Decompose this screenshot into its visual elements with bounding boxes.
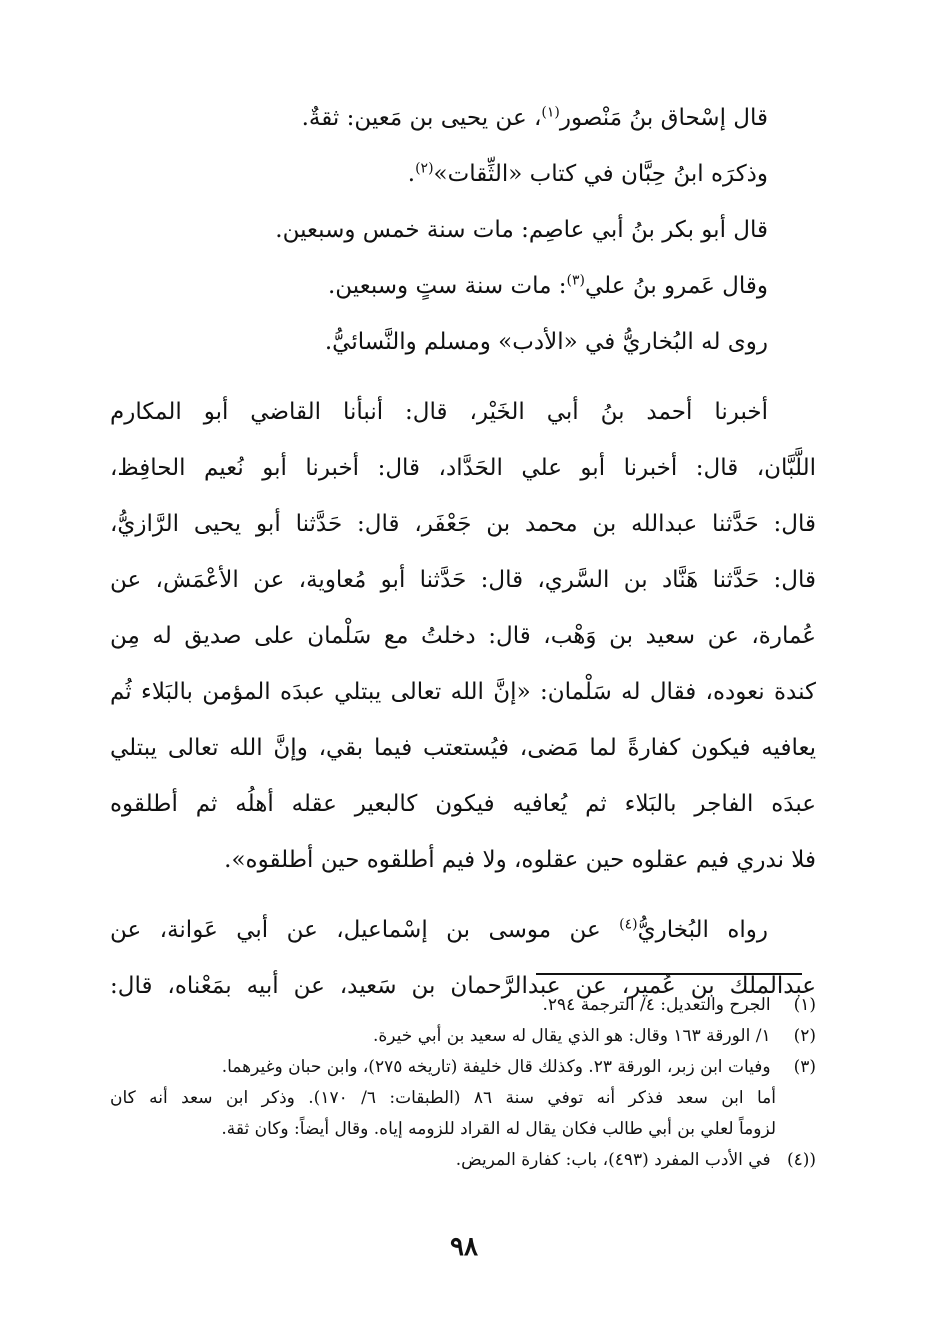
text-line: روى له البُخاريُّ في «الأدب» ومسلم والنَّسائيُّ. bbox=[324, 329, 768, 355]
footnote-3 bbox=[110, 1052, 816, 1083]
text-line: يعافيه فيكون كفارةً لما مَضى، فيُستعتب فيما بقي، وإنَّ الله تعالى يبتلي bbox=[110, 735, 816, 761]
text-line: عبدالملك بن عُمير، عن عبدالرَّحمان بن سَعيد، عن أبيه بمَعْناه، قال: bbox=[110, 973, 816, 999]
text-line: عبدَه الفاجر بالبَلاء ثم يُعافيه فيكون كالبعير عقله أهلُه ثم أطلقوه bbox=[110, 791, 816, 817]
footnote-3-continued: أما ابن سعد فذكر أنه توفي سنة ٨٦ (الطبقات: ٦/ ١٧٠). وذكر ابن سعد أنه كان bbox=[110, 1088, 776, 1108]
footnote-3-continued: لزوماً لعلي بن أبي طالب فكان يقال له القراد للزومه إياه. وقال أيضاً: وكان ثقة. bbox=[221, 1119, 776, 1139]
text-line: فلا ندري فيم عقلوه حين عقلوه، ولا فيم أطلقوه حين أطلقوه». bbox=[224, 847, 816, 873]
footnote-text: وفيات ابن زبر، الورقة ٢٣. وكذلك قال خليفة (تاريخه ٢٧٥)، وابن حبان وغيرهما. bbox=[221, 1057, 771, 1077]
footnote-marker: (٢) bbox=[415, 160, 434, 177]
footnote-number: ((٤) bbox=[786, 1150, 816, 1170]
footnote-marker: (١) bbox=[541, 104, 560, 121]
footnote-4 bbox=[110, 1145, 816, 1176]
footnote-text: ١/ الورقة ١٦٣ وقال: هو الذي يقال له سعيد بن أبي خيرة. bbox=[372, 1026, 771, 1046]
narrator-notes bbox=[110, 90, 816, 370]
text-line: قال أبو بكر بنُ أبي عاصِم: مات سنة خمس وسبعين. bbox=[275, 217, 768, 243]
main-text bbox=[110, 90, 816, 1014]
text-line: قال: حَدَّثنا عبدالله بن محمد بن جَعْفَر، قال: حَدَّثنا أبو يحيى الرَّازيُّ، bbox=[110, 511, 816, 537]
text-line: عُمارة، عن سعيد بن وَهْب، قال: دخلتُ مع سَلْمان على صديق له مِن bbox=[110, 623, 816, 649]
hadith-paragraph bbox=[110, 384, 816, 888]
footnote-marker: (٣) bbox=[566, 272, 585, 289]
text-line: اللَّبَّان، قال: أخبرنا أبو علي الحَدَّاد، قال: أخبرنا أبو نُعيم الحافِظ، bbox=[110, 455, 816, 481]
page-number: ٩٨ bbox=[450, 1232, 478, 1262]
text-line: أخبرنا أحمد بنُ أبي الخَيْر، قال: أنبأنا القاضي أبو المكارم bbox=[110, 399, 768, 425]
footnote-number: (٣) bbox=[793, 1057, 816, 1077]
footnote-number: (١) bbox=[793, 995, 816, 1015]
footnote-1 bbox=[110, 990, 816, 1021]
text-line: وذكرَه ابنُ حِبَّان في كتاب «الثِّقات»$^{(٢)}$. bbox=[407, 160, 768, 187]
text-line: كندة نعوده، فقال له سَلْمان: «إنَّ الله تعالى يبتلي عبدَه المؤمن بالبَلاء ثُم bbox=[110, 679, 816, 705]
text-line: قال إسْحاق بنُ مَنْصور$^{(١)}$، عن يحيى بن مَعين: ثقةٌ. bbox=[301, 104, 768, 131]
footnote-number: (٢) bbox=[793, 1026, 816, 1046]
footnotes bbox=[110, 990, 816, 1176]
footnote-text: في الأدب المفرد (٤٩٣)، باب: كفارة المريض. bbox=[455, 1150, 771, 1170]
text-line: وقال عَمرو بنُ علي$^{(٣)}$: مات سنة ستٍ وسبعين. bbox=[327, 272, 768, 299]
footnote-marker: (٤) bbox=[619, 916, 638, 933]
footnote-2 bbox=[110, 1021, 816, 1052]
text-line: قال: حَدَّثنا هَنَّاد بن السَّري، قال: حَدَّثنا أبو مُعاوية، عن الأعْمَش، عن bbox=[110, 567, 816, 593]
text-line: رواه البُخاريُّ$^{(٤)}$ عن موسى بن إسْماعيل، عن أبي عَوانة، عن bbox=[110, 916, 768, 943]
footnote-text: الجرح والتعديل: ٤/ الترجمة ٢٩٤. bbox=[542, 995, 771, 1015]
footnote-separator bbox=[536, 973, 802, 975]
